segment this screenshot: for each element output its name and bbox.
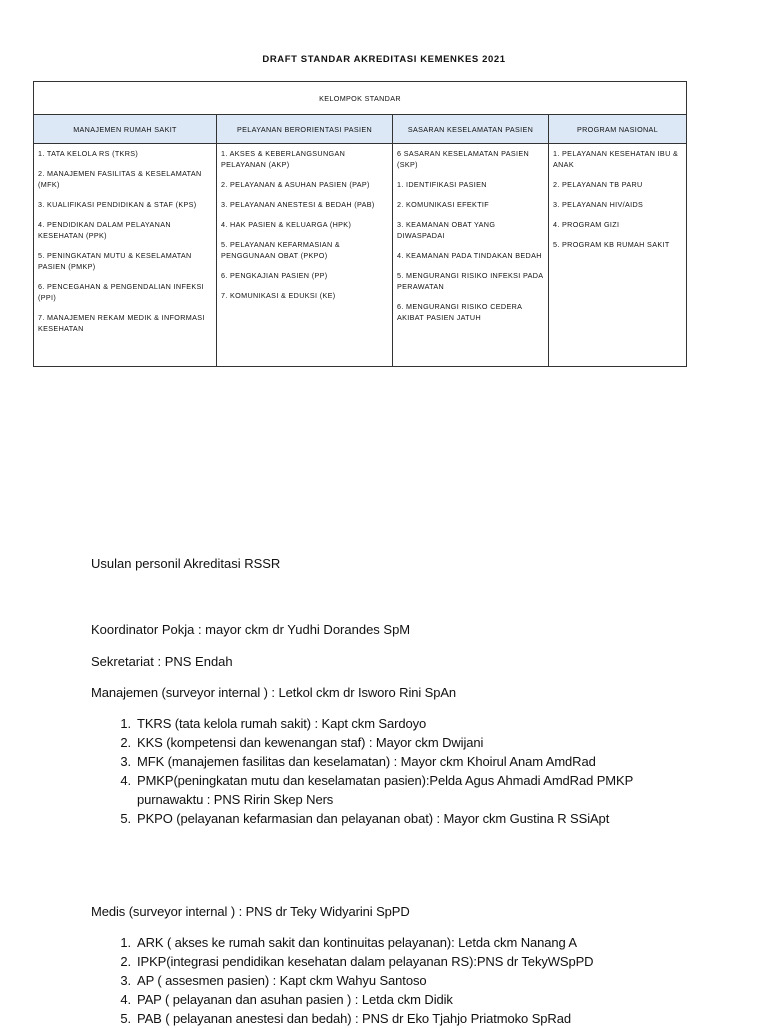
list-item: 3. PELAYANAN ANESTESI & BEDAH (PAB) (221, 200, 375, 209)
management-section (91, 685, 731, 828)
list-item: PAP ( pelayanan dan asuhan pasien ) : Letda ckm Didik (137, 992, 453, 1007)
list-item: ARK ( akses ke rumah sakit dan kontinuitas pelayanan): Letda ckm Nanang A (137, 935, 578, 950)
column-cell-program (549, 144, 687, 367)
column-header-manajemen: MANAJEMEN RUMAH SAKIT (34, 115, 217, 144)
list-item: 3. PELAYANAN HIV/AIDS (553, 200, 644, 209)
list-item: 7. MANAJEMEN REKAM MEDIK & INFORMASI KESEHATAN (38, 313, 205, 333)
list-item: 5. PELAYANAN KEFARMASIAN & PENGGUNAAN OBAT (PKPO) (221, 240, 341, 260)
list-item: PAB ( pelayanan anestesi dan bedah) : PNS dr Eko Tjahjo Priatmoko SpRad (137, 1011, 571, 1026)
list-item: 1. AKSES & KEBERLANGSUNGAN PELAYANAN (AKP) (221, 149, 346, 169)
list-item: 4. HAK PASIEN & KELUARGA (HPK) (221, 220, 352, 229)
coordinator-line: Koordinator Pokja : mayor ckm dr Yudhi Dorandes SpM (91, 622, 411, 637)
proposal-title: Usulan personil Akreditasi RSSR (91, 556, 281, 571)
list-item: 6. PENCEGAHAN & PENGENDALIAN INFEKSI (PPI) (38, 282, 204, 302)
list-item: 6 SASARAN KESELAMATAN PASIEN (SKP) (397, 149, 530, 169)
column-cell-sasaran (393, 144, 549, 367)
management-list (91, 714, 731, 828)
list-item: 2. PELAYANAN TB PARU (553, 180, 643, 189)
list-item: 4. PROGRAM GIZI (553, 220, 620, 229)
list-item: 1. TATA KELOLA RS (TKRS) (38, 149, 139, 158)
list-item: 2. PELAYANAN & ASUHAN PASIEN (PAP) (221, 180, 370, 189)
group-header: KELOMPOK STANDAR (34, 82, 687, 115)
column-header-pelayanan: PELAYANAN BERORIENTASI PASIEN (217, 115, 393, 144)
list-item: 3. KUALIFIKASI PENDIDIKAN & STAF (KPS) (38, 200, 197, 209)
management-heading: Manajemen (surveyor internal ) : Letkol ckm dr Isworo Rini SpAn (91, 685, 457, 700)
list-item: 4. KEAMANAN PADA TINDAKAN BEDAH (397, 251, 542, 260)
list-item: 6. MENGURANGI RISIKO CEDERA AKIBAT PASIEN JATUH (397, 302, 522, 322)
list-item: 4. PENDIDIKAN DALAM PELAYANAN KESEHATAN (PPK) (38, 220, 171, 240)
list-item: 5. PENINGKATAN MUTU & KESELAMATAN PASIEN (PMKP) (38, 251, 192, 271)
list-item: 1. PELAYANAN KESEHATAN IBU & ANAK (553, 149, 679, 169)
list-item: 6. PENGKAJIAN PASIEN (PP) (221, 271, 328, 280)
column-header-program: PROGRAM NASIONAL (549, 115, 687, 144)
list-item: MFK (manajemen fasilitas dan keselamatan) : Mayor ckm Khoirul Anam AmdRad (137, 754, 596, 769)
medical-section (91, 904, 731, 1028)
list-item: PKPO (pelayanan kefarmasian dan pelayanan obat) : Mayor ckm Gustina R SSiApt (137, 811, 610, 826)
list-item: 5. MENGURANGI RISIKO INFEKSI PADA PERAWATAN (397, 271, 544, 291)
medical-list (91, 933, 731, 1028)
list-item: 5. PROGRAM KB RUMAH SAKIT (553, 240, 670, 249)
document-title: DRAFT STANDAR AKREDITASI KEMENKES 2021 (262, 54, 506, 65)
medical-heading: Medis (surveyor internal ) : PNS dr Teky Widyarini SpPD (91, 904, 410, 919)
secretariat-line: Sekretariat : PNS Endah (91, 654, 233, 669)
list-item: 2. MANAJEMEN FASILITAS & KESELAMATAN (MFK) (38, 169, 202, 189)
list-item: 2. KOMUNIKASI EFEKTIF (397, 200, 490, 209)
list-item: 1. IDENTIFIKASI PASIEN (397, 180, 487, 189)
column-header-sasaran: SASARAN KESELAMATAN PASIEN (393, 115, 549, 144)
column-cell-manajemen (34, 144, 217, 367)
column-cell-pelayanan (217, 144, 393, 367)
list-item: IPKP(integrasi pendidikan kesehatan dalam pelayanan RS):PNS dr TekyWSpPD (137, 954, 594, 969)
list-item: 3. KEAMANAN OBAT YANG DIWASPADAI (397, 220, 496, 240)
standards-table (33, 81, 687, 367)
list-item: AP ( assesmen pasien) : Kapt ckm Wahyu Santoso (137, 973, 427, 988)
list-item: KKS (kompetensi dan kewenangan staf) : Mayor ckm Dwijani (137, 735, 484, 750)
list-item: PMKP(peningkatan mutu dan keselamatan pasien):Pelda Agus Ahmadi AmdRad PMKP purnawaktu : PNS Ririn Skep Ners (137, 773, 633, 807)
list-item: TKRS (tata kelola rumah sakit) : Kapt ckm Sardoyo (137, 716, 427, 731)
list-item: 7. KOMUNIKASI & EDUKSI (KE) (221, 291, 336, 300)
